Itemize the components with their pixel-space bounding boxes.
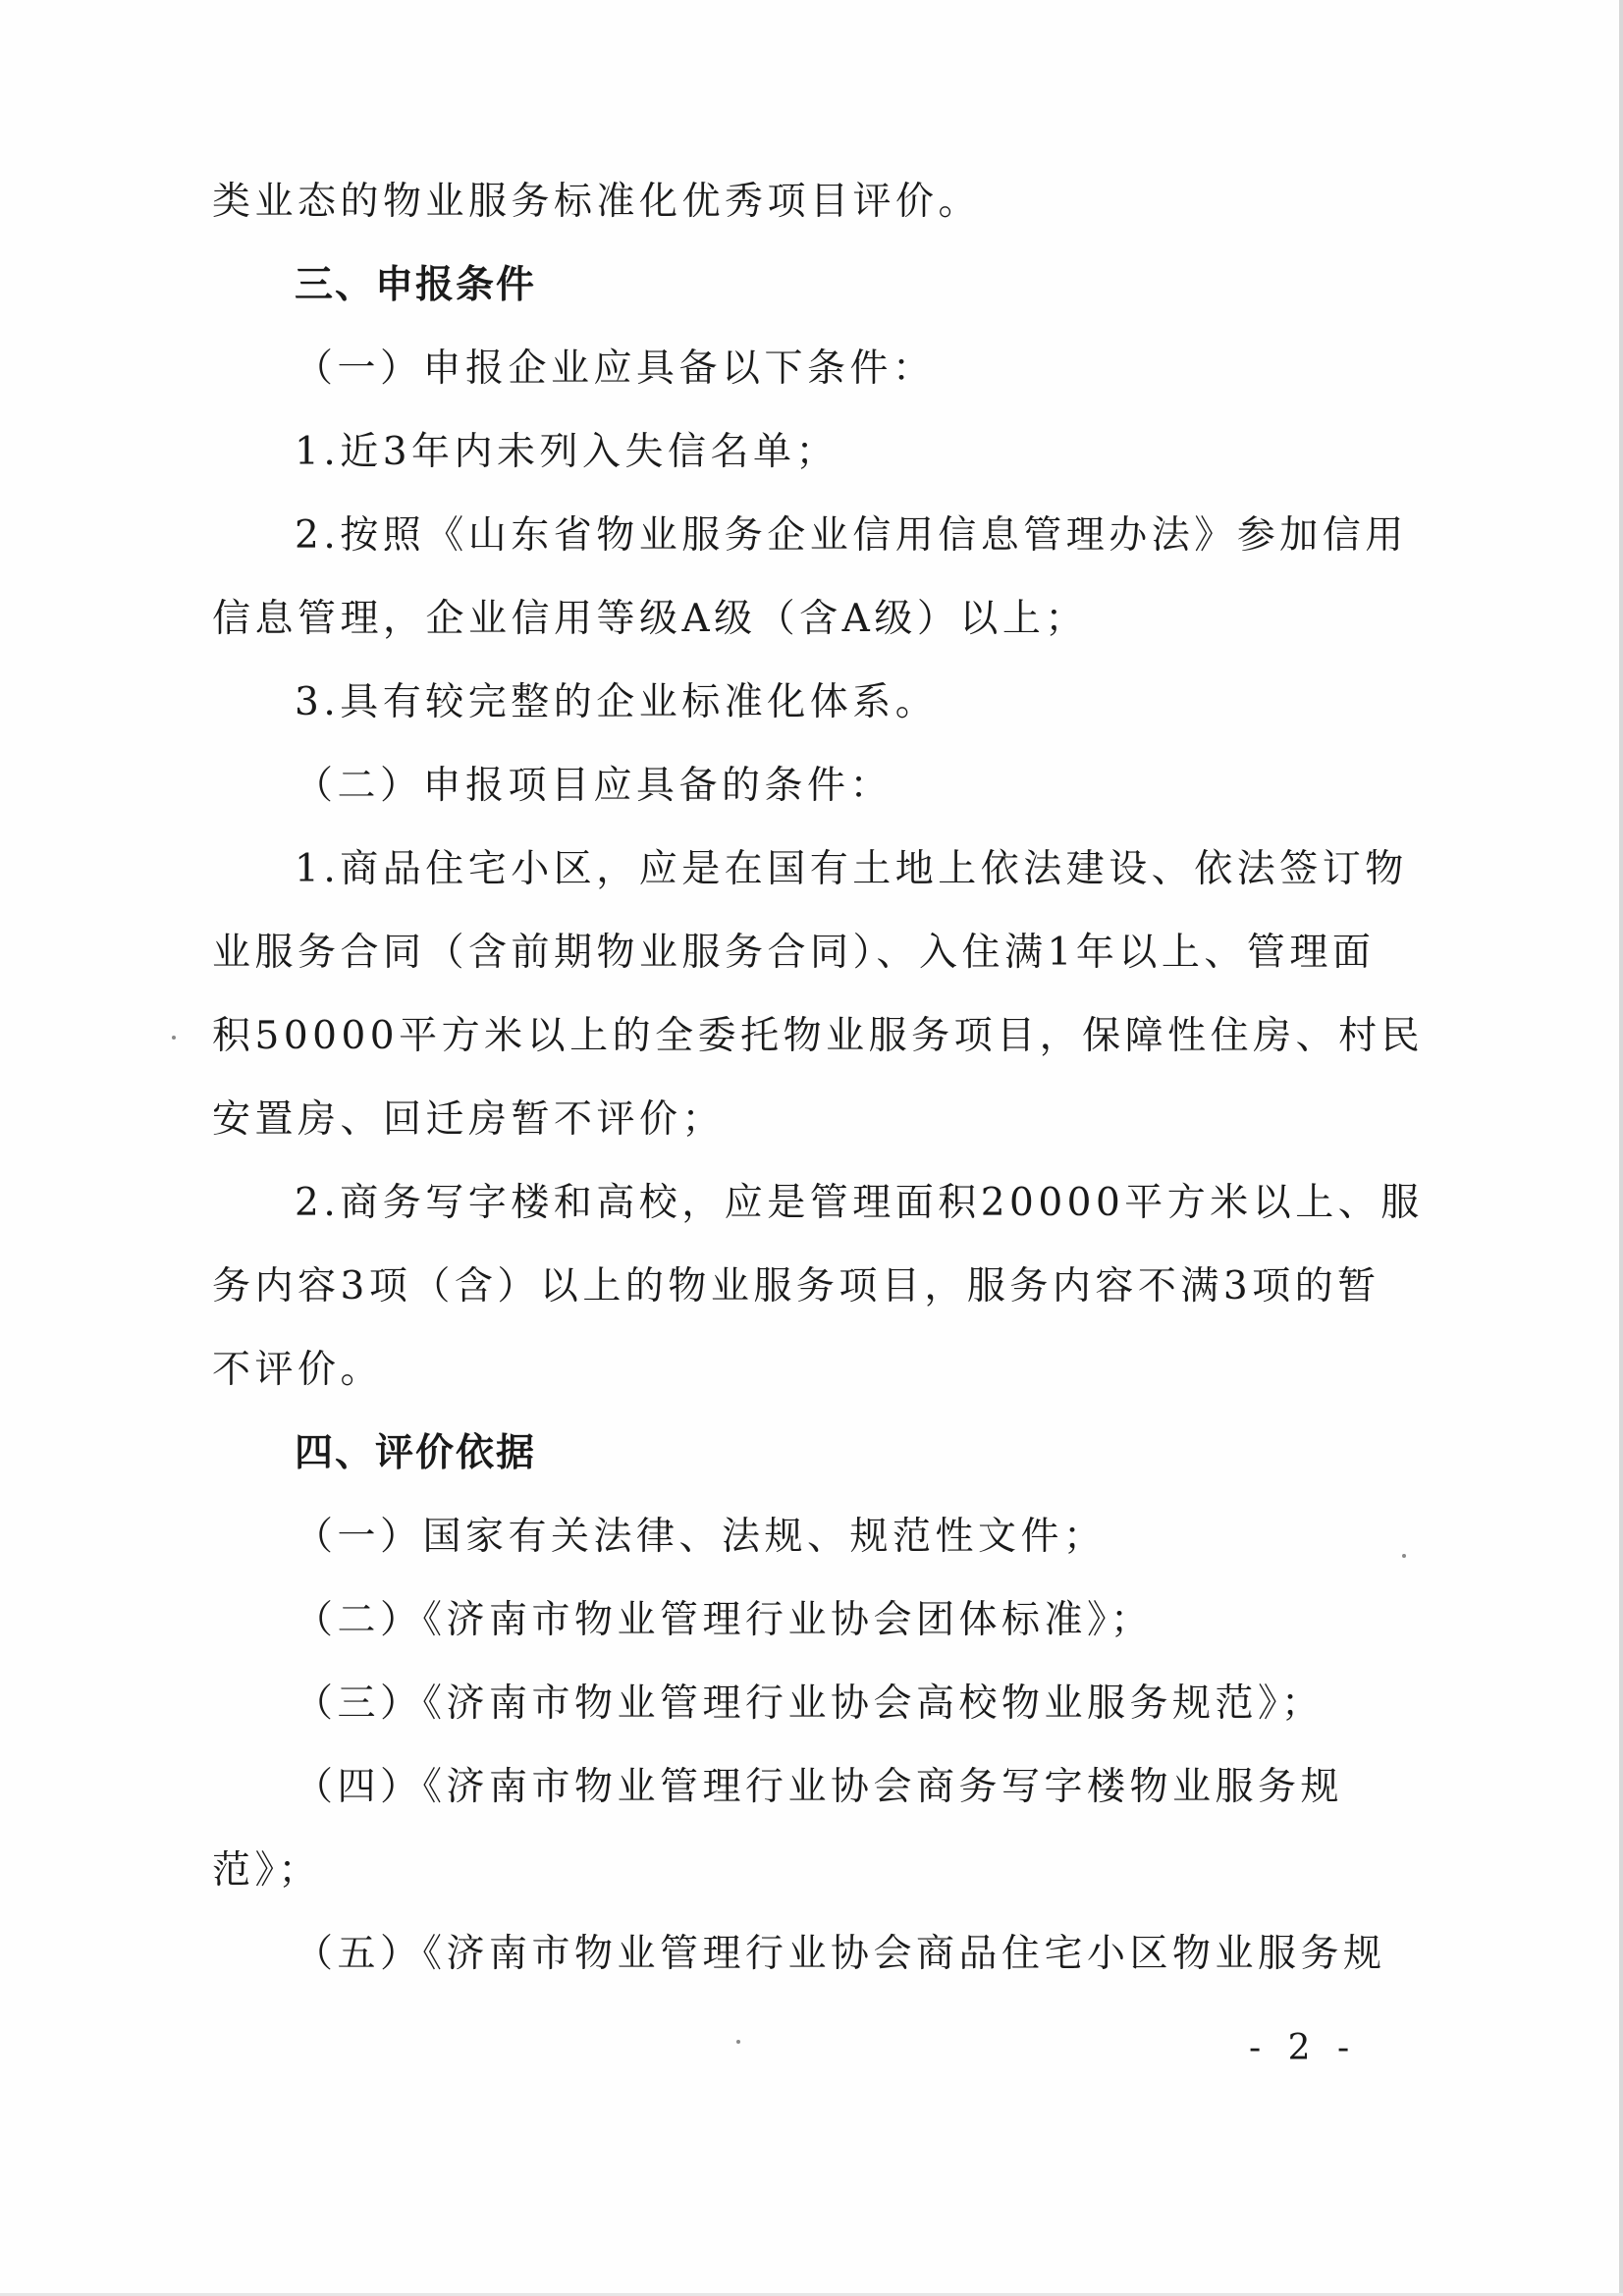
list-item: 1.近3年内未列入失信名单；: [295, 430, 839, 474]
scan-speck: [172, 1036, 176, 1040]
paragraph-line: 业服务合同（含前期物业服务合同）、入住满1年以上、管理面: [212, 931, 1376, 975]
paragraph-line: 积50000平方米以上的全委托物业服务项目，保障性住房、村民: [212, 1014, 1425, 1058]
section-heading: 三、申报条件: [295, 263, 537, 307]
page-number: - 2 -: [1249, 2028, 1358, 2068]
paragraph-line: 务内容3项（含）以上的物业服务项目，服务内容不满3项的暂: [212, 1264, 1380, 1308]
paragraph-line: 安置房、回迁房暂不评价；: [212, 1097, 726, 1142]
subsection-heading: （一）申报企业应具备以下条件：: [295, 347, 936, 391]
list-item: （二）《济南市物业管理行业协会团体标准》；: [295, 1598, 1154, 1642]
list-item: 1.商品住宅小区，应是在国有土地上依法建设、依法签订物: [295, 847, 1408, 891]
subsection-heading: （二）申报项目应具备的条件：: [295, 764, 893, 808]
list-item: （三）《济南市物业管理行业协会高校物业服务规范》；: [295, 1682, 1325, 1726]
list-item: （一）国家有关法律、法规、规范性文件；: [295, 1515, 1107, 1559]
scan-edge-right: [1619, 0, 1623, 2296]
list-item: 3.具有较完整的企业标准化体系。: [295, 680, 939, 724]
list-item: 2.按照《山东省物业服务企业信用信息管理办法》参加信用: [295, 513, 1408, 558]
paragraph-line: 类业态的物业服务标准化优秀项目评价。: [212, 180, 982, 224]
scan-speck: [1402, 1554, 1406, 1558]
paragraph-line: 信息管理，企业信用等级A级（含A级）以上；: [212, 597, 1088, 641]
list-item: （五）《济南市物业管理行业协会商品住宅小区物业服务规: [295, 1932, 1386, 1976]
paragraph-line: 范》；: [212, 1848, 322, 1893]
list-item: 2.商务写字楼和高校，应是管理面积20000平方米以上、服: [295, 1181, 1424, 1225]
paragraph-line: 不评价。: [212, 1348, 384, 1392]
list-item: （四）《济南市物业管理行业协会商务写字楼物业服务规: [295, 1765, 1344, 1809]
scan-speck: [736, 2040, 740, 2044]
section-heading: 四、评价依据: [295, 1431, 537, 1475]
